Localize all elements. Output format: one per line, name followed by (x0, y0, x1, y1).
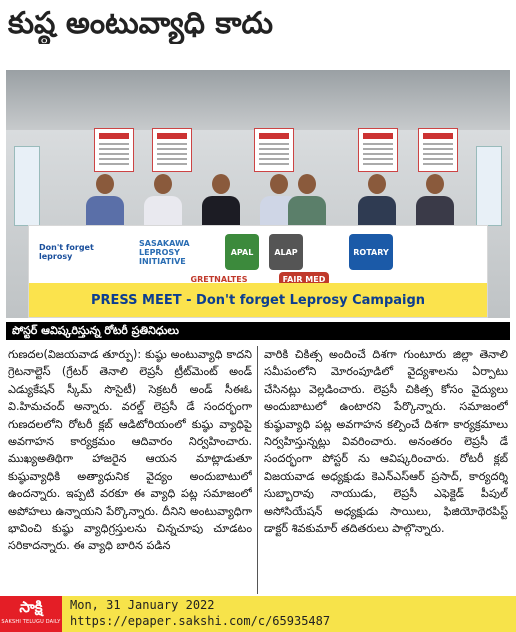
footer-bar (62, 596, 516, 632)
sakshi-logo-text: సాక్షి (19, 598, 43, 616)
photo-ceiling (6, 70, 510, 130)
sakshi-logo (0, 596, 62, 632)
sakshi-logo-subtext: SAKSHI TELUGU DAILY (1, 619, 61, 625)
held-poster (358, 128, 398, 172)
press-meet-photo (6, 70, 510, 318)
held-poster (94, 128, 134, 172)
press-meet-strip: PRESS MEET - Don't forget Leprosy Campaign (29, 283, 487, 317)
photo-side-sign-left (14, 146, 40, 226)
photo-caption: పోస్టర్ ఆవిష్కరిస్తున్న రోటరీ ప్రతినిధులు (6, 322, 510, 340)
banner-logo: GRETNALTES (190, 274, 248, 284)
column-divider (257, 346, 258, 594)
banner-logo: Don't forget leprosy (39, 243, 94, 261)
held-poster (418, 128, 458, 172)
banner-logo: ALAP (269, 234, 303, 270)
footer (0, 596, 516, 632)
article-column-right: వారికి చికిత్స అందించే దిశగా గుంటూరు జిల్లా తెనాలి సమీపంలోని మోరంపూడిలో వైద్యశాలను ఏర్పాటు చేసినట్లు వెల్లడించారు. లెప్రసీ చికిత్స కోసం వైద్యులు అందుబాటులో ఉంటారని పేర్కొన్నారు. సమాజంలో కుష్ఠువ్యాధి పట్ల అవగాహన కల్పించే దిశగా కార్యక్రమాలు నిర్వహిస్తున్నట్లు వివరించారు. అనంతరం లెప్రసీ డే సందర్భంగా పోస్టర్ ను ఆవిష్కరించారు. రోటరీ క్లబ్ విజయవాడ అధ్యక్షుడు కెఎన్ఎస్ఆర్ ప్రసాద్, కార్యదర్శి సుబ్బారావు నాయుడు, లెప్రసీ ఎఫెక్టెడ్ పీపుల్ అసోసియేషన్ అధ్యక్షుడు సాయిలు, ఫిజియోథెరపిస్ట్ డాక్టర్ శివకుమార్ తదితరులు పాల్గొన్నారు. (264, 348, 508, 536)
epaper-link[interactable]: https://epaper.sakshi.com/c/65935487 (70, 614, 331, 628)
campaign-banner (28, 225, 488, 318)
banner-logo: ROTARY (349, 234, 393, 270)
banner-logo: SASAKAWA LEPROSY INITIATIVE (139, 238, 190, 266)
headline: కుష్ఠ అంటువ్యాధి కాదు (8, 6, 273, 41)
banner-logo: APAL (225, 234, 259, 270)
article-column-left: గుణదల(విజయవాడ తూర్పు): కుష్ఠు అంటువ్యాధి కాదని గ్రెటనాల్టెస్ (గ్రేటర్ తెనాలి లెప్రసీ ట్రీట్‌మెంట్ అండ్ ఎడ్యుకేషన్ స్కీమ్ సొసైటీ) సెక్రటరీ అండ్ సీఈఓ వి.హిమచంద్ అన్నారు. వరల్డ్ లెప్రసీ డే సందర్భంగా గుణదలలోని రోటరీ క్లబ్ ఆడిటోరియంలో కుష్ఠు వ్యాధిపై అవగాహన కార్యక్రమం ఆదివారం నిర్వహించారు. ముఖ్యఅతిథిగా హాజరైన ఆయన మాట్లాడుతూ కుష్ఠువ్యాధికి అత్యాధునిక వైద్యం అందుబాటులో ఉందన్నారు. ఇప్పటి వరకూ ఈ వ్యాధి పట్ల సమాజంలో అపోహలు ఉన్నాయని పేర్కొన్నారు. దీనిని అంటువ్యాధిగా భావించి కుష్ఠు వ్యాధిగ్రస్తులను చిన్నచూపు చూడటం సరికాదన్నారు. ఈ వ్యాధి బారిన పడిన (8, 348, 252, 553)
photo-side-sign-right (476, 146, 502, 226)
publication-date: Mon, 31 January 2022 (70, 598, 215, 612)
held-poster (152, 128, 192, 172)
banner-logo: FAIR MED (279, 272, 329, 286)
held-poster (254, 128, 294, 172)
